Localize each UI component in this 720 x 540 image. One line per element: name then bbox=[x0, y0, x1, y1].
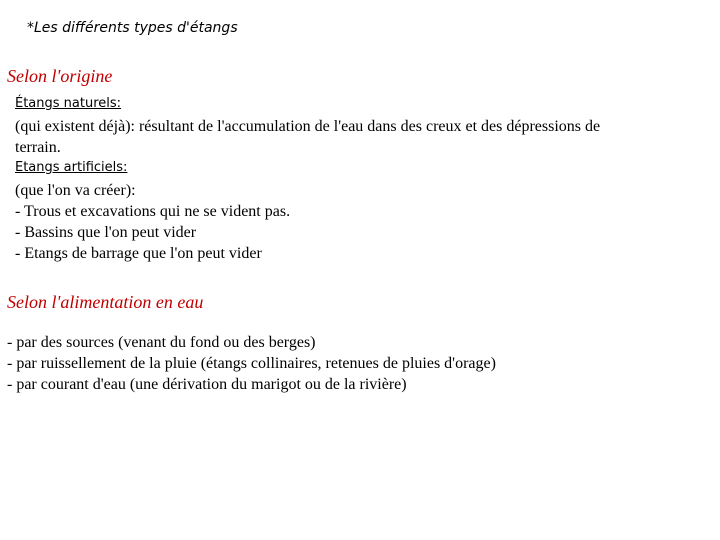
label-artificial-ponds: Etangs artificiels: bbox=[15, 160, 128, 175]
list-item: - par courant d'eau (une dérivation du marigot ou de la rivière) bbox=[7, 376, 407, 393]
list-item: - Etangs de barrage que l'on peut vider bbox=[15, 245, 262, 262]
water-supply-list bbox=[7, 332, 496, 395]
list-item: - par des sources (venant du fond ou des berges) bbox=[7, 334, 316, 351]
natural-text-line: terrain. bbox=[15, 139, 61, 156]
heading-origin: Selon l'origine bbox=[7, 66, 113, 86]
artificial-ponds-list bbox=[15, 180, 290, 264]
list-item: - Bassins que l'on peut vider bbox=[15, 224, 197, 241]
slide-title: *Les différents types d'étangs bbox=[27, 20, 238, 36]
list-item: - par ruissellement de la pluie (étangs collinaires, retenues de pluies d'orage) bbox=[7, 355, 496, 372]
label-natural-ponds: Étangs naturels: bbox=[15, 96, 122, 111]
artificial-intro: (que l'on va créer): bbox=[15, 182, 136, 199]
heading-water-supply: Selon l'alimentation en eau bbox=[7, 292, 204, 312]
natural-ponds-description bbox=[15, 116, 600, 158]
list-item: - Trous et excavations qui ne se vident pas. bbox=[15, 203, 291, 220]
natural-text-line: (qui existent déjà): résultant de l'accumulation de l'eau dans des creux et des dépressions de bbox=[15, 118, 601, 135]
